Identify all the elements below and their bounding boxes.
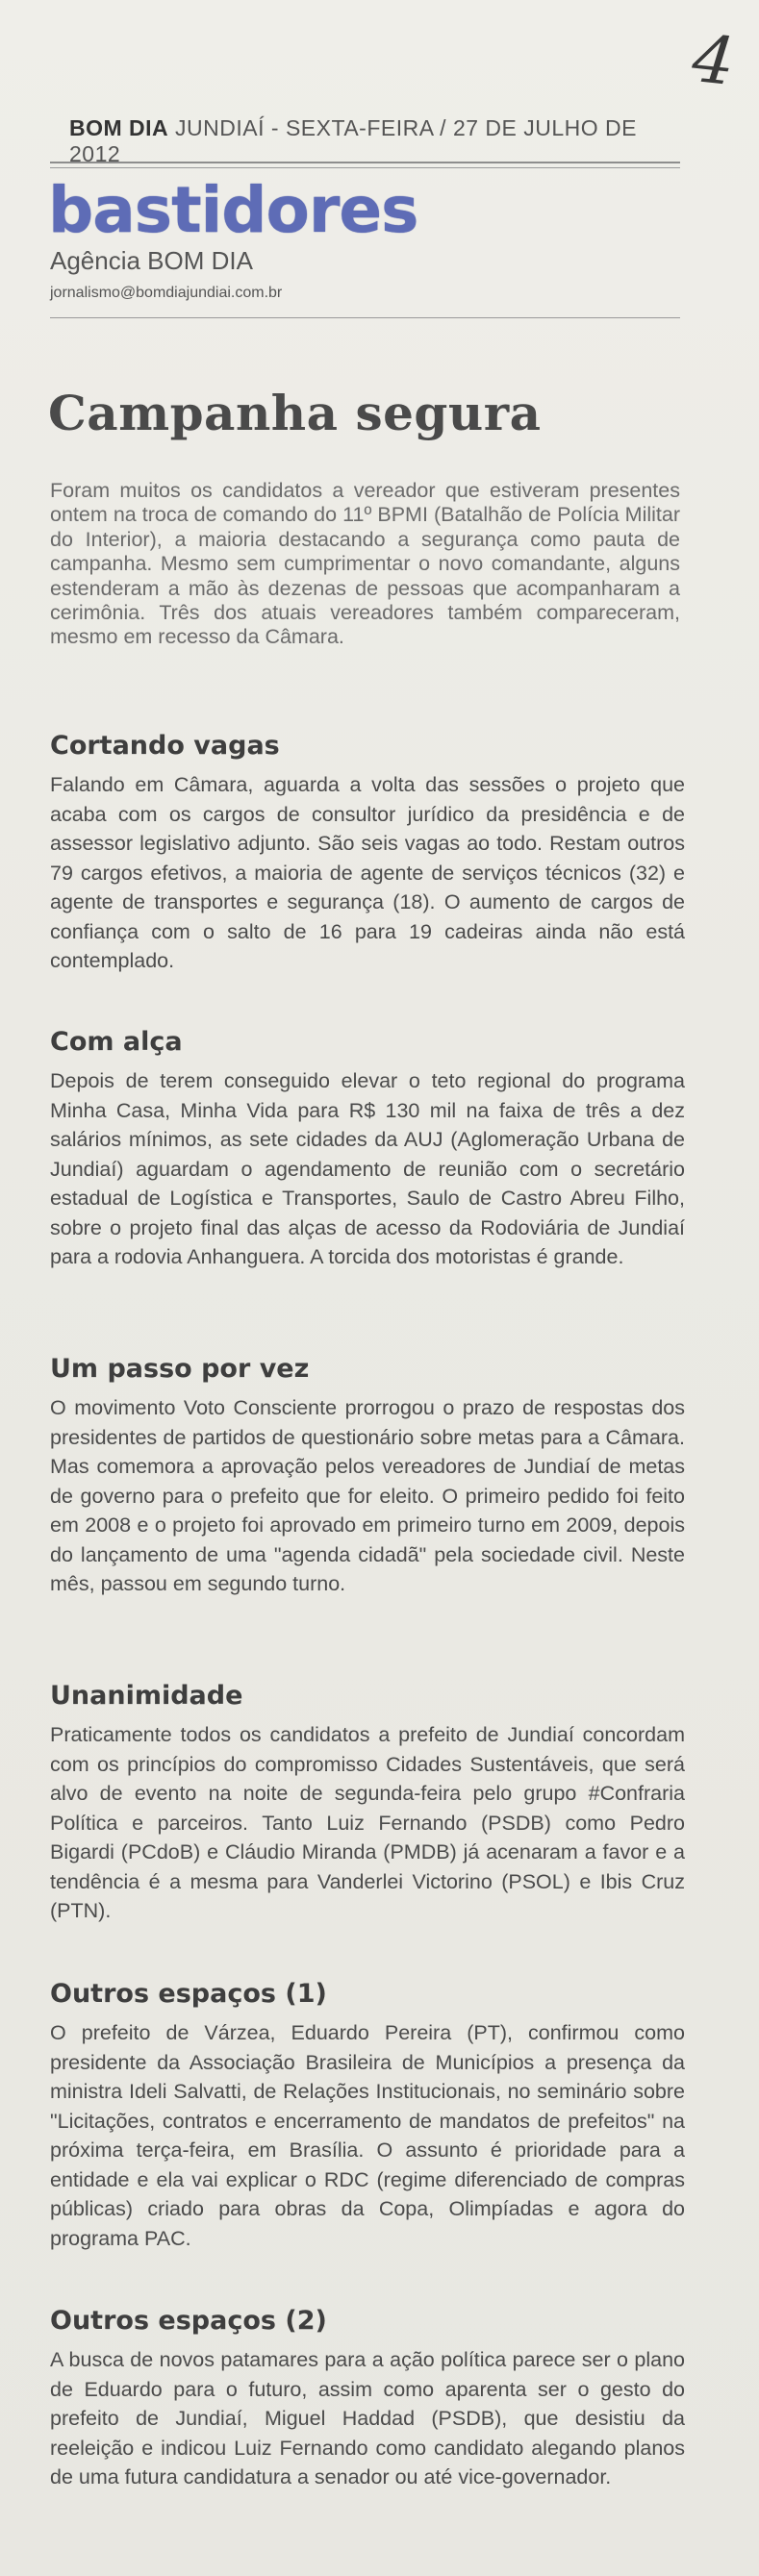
page-number: 4 bbox=[688, 20, 739, 102]
news-item bbox=[50, 1354, 685, 1599]
masthead-rule bbox=[50, 162, 680, 163]
item-body: Depois de terem conseguido elevar o teto regional do programa Minha Casa, Minha Vida para R$ 130 mil na faixa de três a dez salários mínimos, as sete cidades da AUJ (Aglomeração Urbana de Jundiaí) aguardam o agendamento de reunião com o secretário estadual de Logística e Transportes, Saulo de Castro Abreu Filho, sobre o projeto final das alças de acesso da Rodoviária de Jundiaí para a rodovia Anhanguera. A torcida dos motoristas é grande. bbox=[50, 1069, 685, 1268]
headline: Campanha segura bbox=[48, 385, 542, 441]
item-body: Falando em Câmara, aguarda a volta das sessões o projeto que acaba com os cargos de consultor jurídico da presidência e de assessor legislativo adjunto. São seis vagas ao todo. Restam outros 79 cargos efetivos, a maioria de agente de serviços técnicos (32) e agente de transportes e segurança (18). O aumento de cargos de confiança com o salto de 16 para 19 cadeiras ainda não está contemplado. bbox=[50, 773, 685, 972]
contact-email: jornalismo@bomdiajundiai.com.br bbox=[50, 285, 283, 301]
section-rule bbox=[50, 317, 680, 318]
masthead bbox=[69, 115, 675, 167]
masthead-date: JUNDIAÍ - SEXTA-FEIRA / 27 DE JULHO DE 2012 bbox=[69, 115, 638, 166]
masthead-rule-thin bbox=[50, 167, 680, 168]
item-title: Cortando vagas bbox=[50, 731, 280, 761]
item-body: O movimento Voto Consciente prorrogou o prazo de respostas dos presidentes de partidos de questionário sobre metas para a Câmara. Mas comemora a aprovação pelos vereadores de Jundiaí de metas de governo para o prefeito que for eleito. O primeiro pedido foi feito em 2008 e o projeto foi aprovado em primeiro turno em 2009, depois do lançamento de uma "agenda cidadã" pela sociedade civil. Neste mês, passou em segundo turno. bbox=[50, 1396, 685, 1595]
item-title: Com alça bbox=[50, 1027, 183, 1057]
news-item bbox=[50, 1027, 685, 1272]
section-title: bastidores bbox=[48, 173, 418, 247]
news-item bbox=[50, 731, 685, 976]
item-title: Unanimidade bbox=[50, 1681, 243, 1711]
item-body: Praticamente todos os candidatos a prefeito de Jundiaí concordam com os princípios do compromisso Cidades Sustentáveis, que será alvo de evento na noite de segunda-feira pelo grupo #Confraria Política e parceiros. Tanto Luiz Fernando (PSDB) como Pedro Bigardi (PCdoB) e Cláudio Miranda (PMDB) já acenaram a favor e a tendência é a mesma para Vanderlei Victorino (PSOL) e Ibis Cruz (PTN). bbox=[50, 1723, 685, 1922]
news-item bbox=[50, 1979, 685, 2253]
masthead-brand: BOM DIA bbox=[69, 115, 169, 140]
item-title: Um passo por vez bbox=[50, 1354, 310, 1384]
news-item bbox=[50, 1681, 685, 1926]
news-item bbox=[50, 2306, 685, 2492]
agency-credit: Agência BOM DIA bbox=[50, 246, 253, 275]
lead-paragraph: Foram muitos os candidatos a vereador que estiveram presentes ontem na troca de comando do 11º BPMI (Batalhão de Polícia Militar do Interior), a maioria destacando a segurança como pauta de campanha. Mesmo sem cumprimentar o novo comandante, alguns estenderam a mão às dezenas de pessoas que acompanharam a cerimônia. Três dos atuais vereadores também compareceram, mesmo em recesso da Câmara. bbox=[50, 479, 680, 649]
item-body: O prefeito de Várzea, Eduardo Pereira (PT), confirmou como presidente da Associação Brasileira de Municípios a presença da ministra Ideli Salvatti, de Relações Institucionais, no seminário sobre "Licitações, contratos e encerramento de mandatos de prefeitos" na próxima terça-feira, em Brasília. O assunto é prioridade para a entidade e ela vai explicar o RDC (regime diferenciado de compras públicas) criado para obras da Copa, Olimpíadas e agora do programa PAC. bbox=[50, 2021, 685, 2250]
item-body: A busca de novos patamares para a ação política parece ser o plano de Eduardo para o futuro, assim como aparenta ser o gesto do prefeito de Jundiaí, Miguel Haddad (PSDB), que desistiu da reeleição e indicou Luiz Fernando como candidato alegando planos de uma futura candidatura a senador ou até vice-governador. bbox=[50, 2348, 685, 2488]
item-title: Outros espaços (1) bbox=[50, 1979, 327, 2009]
item-title: Outros espaços (2) bbox=[50, 2306, 327, 2336]
